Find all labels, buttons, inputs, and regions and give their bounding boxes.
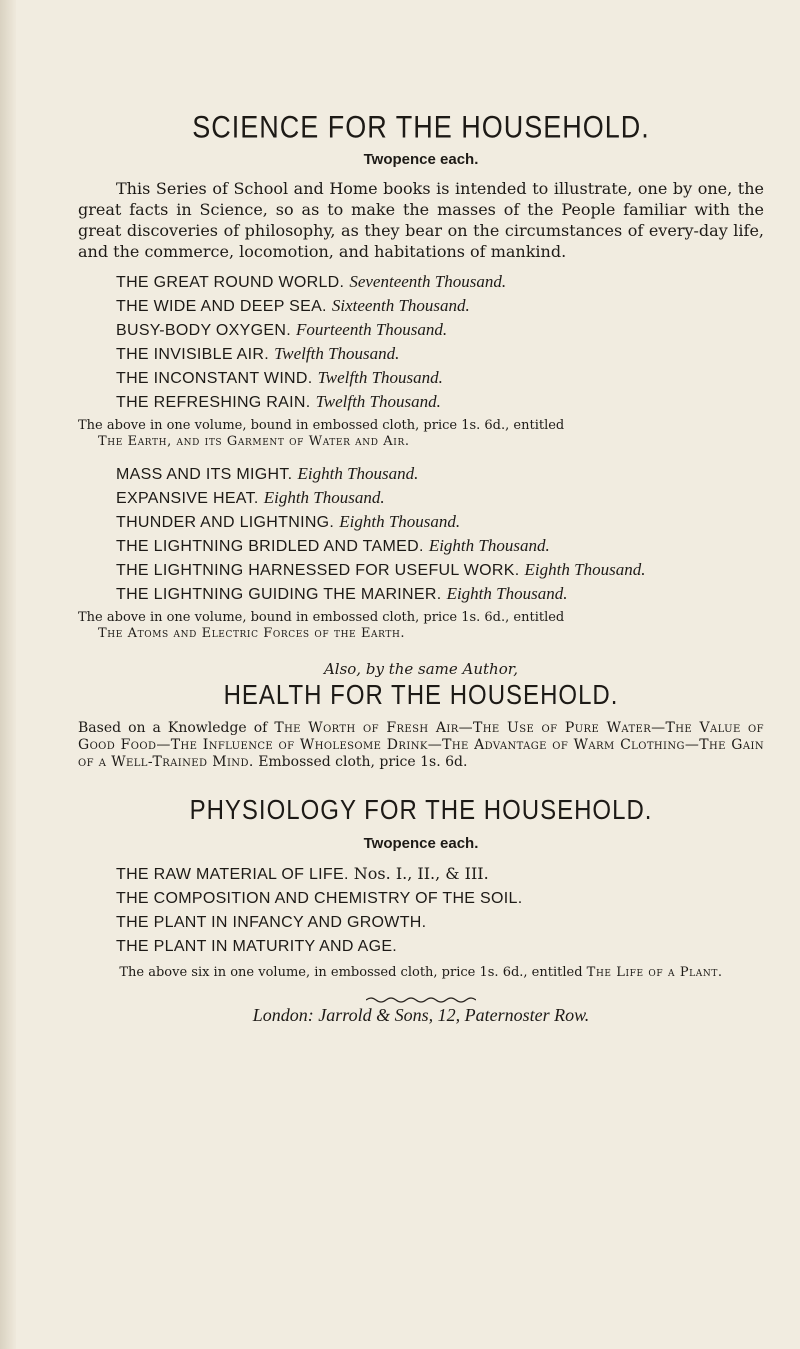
group2-book-list — [116, 462, 764, 606]
group1-volume-note — [78, 418, 764, 450]
book-edition: Eighth Thousand. — [263, 488, 385, 507]
book-edition: Twelfth Thousand. — [274, 344, 400, 363]
group1-book-list — [116, 270, 764, 414]
book-item — [116, 270, 764, 294]
book-title: EXPANSIVE HEAT. — [116, 490, 259, 507]
book-item — [116, 910, 764, 934]
book-edition: Eighth Thousand. — [428, 536, 550, 555]
volume-title: The Earth, and its Garment of Water and Air. — [98, 434, 410, 449]
book-edition: Seventeenth Thousand. — [349, 272, 507, 291]
book-item — [116, 366, 764, 390]
book-edition: Eighth Thousand. — [446, 584, 568, 603]
health-topics: The Worth of Fresh Air—The Use of Pure Water—The Value of Good Food—The Influence of Wholesome Drink—The Advantage of Warm Clothing—The Gain of a Well-Trained Mind. — [78, 720, 764, 770]
book-title: THE PLANT IN MATURITY AND AGE. — [116, 938, 398, 955]
book-item — [116, 582, 764, 606]
publisher-imprint: London: Jarrold & Sons, 12, Paternoster Row. — [252, 1005, 590, 1025]
book-title: THE INVISIBLE AIR. — [116, 346, 270, 363]
book-edition: Twelfth Thousand. — [317, 368, 443, 387]
book-item — [116, 534, 764, 558]
book-edition: Eighth Thousand. — [297, 464, 419, 483]
book-title: THE LIGHTNING HARNESSED FOR USEFUL WORK. — [116, 562, 520, 579]
book-item — [116, 558, 764, 582]
book-title: THE LIGHTNING BRIDLED AND TAMED. — [116, 538, 424, 555]
book-item — [116, 862, 764, 886]
book-title: BUSY-BODY OXYGEN. — [116, 322, 291, 339]
book-item — [116, 462, 764, 486]
book-edition: Fourteenth Thousand. — [296, 320, 448, 339]
book-title: THE RAW MATERIAL OF LIFE. — [116, 866, 349, 883]
book-item — [116, 886, 764, 910]
health-binding: Embossed cloth, price 1s. 6d. — [258, 754, 468, 770]
page-spine-shadow — [0, 0, 16, 1349]
book-item — [116, 510, 764, 534]
book-title: THUNDER AND LIGHTNING. — [116, 514, 335, 531]
physiology-book-list — [116, 862, 764, 958]
book-item — [116, 486, 764, 510]
book-title: THE INCONSTANT WIND. — [116, 370, 313, 387]
wavy-rule-icon — [366, 996, 476, 1004]
book-title: THE REFRESHING RAIN. — [116, 394, 311, 411]
volume-note-text: The above in one volume, bound in embossed cloth, price 1s. 6d., entitled — [78, 418, 565, 433]
wavy-divider — [78, 989, 764, 999]
book-item — [116, 934, 764, 958]
health-description — [78, 720, 764, 771]
book-item — [116, 342, 764, 366]
physiology-price: Twopence each. — [363, 835, 479, 852]
book-item — [116, 390, 764, 414]
series-intro: This Series of School and Home books is intended to illustrate, one by one, the great facts in Science, so as to make the masses of the People familiar with the great discoveries of philosophy, as they bear on the circumstances of every-day life, and the commerce, locomotion, and habitations of mankind. — [78, 179, 764, 261]
page-title: SCIENCE FOR THE HOUSEHOLD. — [192, 109, 650, 145]
book-title: THE GREAT ROUND WORLD. — [116, 274, 345, 291]
book-title: THE WIDE AND DEEP SEA. — [116, 298, 327, 315]
book-edition: Twelfth Thousand. — [315, 392, 441, 411]
series-price: Twopence each. — [363, 151, 479, 168]
volume-title: The Atoms and Electric Forces of the Earth. — [98, 626, 406, 641]
volume-note-text: The above in one volume, bound in embossed cloth, price 1s. 6d., entitled — [78, 610, 565, 625]
physiology-volume-note — [78, 964, 764, 981]
also-by-author: Also, by the same Author, — [323, 660, 519, 678]
book-item — [116, 318, 764, 342]
health-title: HEALTH FOR THE HOUSEHOLD. — [223, 679, 619, 711]
book-edition: Eighth Thousand. — [339, 512, 461, 531]
book-title: THE COMPOSITION AND CHEMISTRY OF THE SOIL. — [116, 890, 523, 907]
book-edition: Sixteenth Thousand. — [331, 296, 470, 315]
book-edition: Eighth Thousand. — [524, 560, 646, 579]
book-numbers: Nos. I., II., & III. — [353, 864, 489, 883]
book-item — [116, 294, 764, 318]
group2-volume-note — [78, 610, 764, 642]
book-title: THE LIGHTNING GUIDING THE MARINER. — [116, 586, 442, 603]
physiology-title: PHYSIOLOGY FOR THE HOUSEHOLD. — [189, 794, 653, 826]
health-lead: Based on a Knowledge of — [78, 720, 268, 736]
book-title: THE PLANT IN INFANCY AND GROWTH. — [116, 914, 427, 931]
content-column — [78, 109, 764, 1026]
volume-title: The Life of a Plant. — [586, 965, 723, 980]
book-title: MASS AND ITS MIGHT. — [116, 466, 293, 483]
volume-note-text: The above six in one volume, in embossed cloth, price 1s. 6d., entitled — [119, 965, 583, 980]
